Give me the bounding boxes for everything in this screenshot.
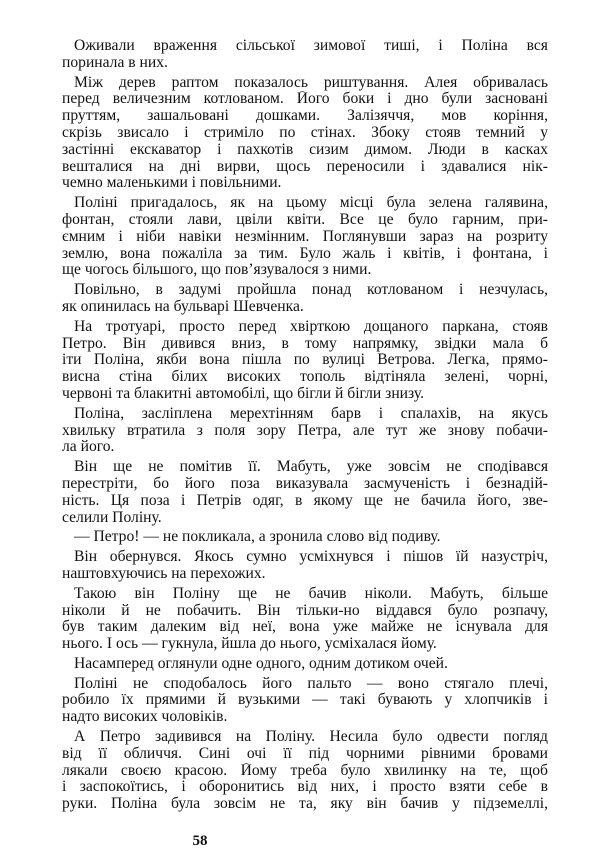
text-line: Насамперед оглянули одне одного, одним дотиком очей. bbox=[74, 655, 448, 672]
text-line: іти Поліна, якби вона пішла по вулиці Ветрова. Легка, прямо- bbox=[62, 352, 548, 369]
text-line: селили Поліну. bbox=[62, 509, 162, 526]
text-line: вешталися на дні вирви, щось переносили і здавалися нік- bbox=[62, 158, 548, 175]
paragraph bbox=[62, 406, 548, 456]
text-line: Оживали враження сільської зимової тиші, і Поліна вся bbox=[74, 38, 548, 54]
paragraph bbox=[62, 586, 548, 653]
text-line: Поліні пригадалось, як на цьому місці була зелена галявина, bbox=[74, 195, 548, 212]
text-line: застінні екскаватор і пахкотів сизим димом. Люди в касках bbox=[62, 141, 548, 158]
text-line: був таким далеким від неї, вона уже майже не існувала для bbox=[62, 619, 548, 636]
text-line: скрізь звисало і стриміло по стінах. Збоку стояв темний у bbox=[62, 124, 548, 141]
text-line: лякали своєю красою. Йому треба було хвилинку на те, щоб bbox=[62, 762, 548, 779]
paragraph bbox=[62, 195, 548, 279]
text-line: Він ще не помітив її. Мабуть, уже зовсім не сподівався bbox=[74, 459, 548, 476]
text-line: Повільно, в задумі пройшла понад котлованом і незчулась, bbox=[74, 282, 548, 299]
paragraph bbox=[62, 319, 548, 403]
text-line: червоні та блакитні автомобілі, що бігли й бігли знизу. bbox=[62, 385, 424, 402]
text-line: від її обличчя. Сині очі її під чорними рівними бровами bbox=[62, 745, 548, 762]
text-line: ще чогось більшого, що пов’язувалося з ними. bbox=[62, 262, 372, 279]
text-line: Поліні не сподобалось його пальто — воно стягало плечі, bbox=[74, 675, 548, 692]
paragraph bbox=[62, 676, 548, 726]
text-line: — Петро! — не покликала, а зронила слово від подиву. bbox=[74, 529, 441, 546]
text-line: Поліна, засліплена мерехтінням барв і спалахів, на якусь bbox=[74, 405, 548, 422]
text-line: хвильку втратила з поля зору Петра, але тут же знову побачи- bbox=[62, 422, 548, 439]
text-line: перестріти, бо його поза виказувала засмученість і безнадій- bbox=[62, 475, 548, 492]
text-line: руки. Поліна була зовсім не та, яку він бачив у підземеллі, bbox=[62, 796, 548, 813]
text-line: робило їх прямими й вузькими — такі бувають у хлопчиків і bbox=[62, 692, 548, 709]
page-body-text bbox=[62, 38, 548, 816]
text-line: ність. Ця поза і Петрів одяг, в якому ще не бачила його, зве- bbox=[62, 492, 548, 509]
text-line: ніколи й не побачить. Він тільки-но віддався було розпачу, bbox=[62, 602, 548, 619]
paragraph bbox=[62, 459, 548, 526]
paragraph bbox=[62, 529, 548, 546]
text-line: Між дерев раптом показалось риштування. Алея обривалась bbox=[74, 74, 548, 91]
text-line: перед величезним котлованом. Його боки і дно були засновані bbox=[62, 91, 548, 108]
text-line: фонтан, стояли лави, цвіли квіти. Все це було гарним, при- bbox=[62, 211, 548, 228]
text-line: А Петро задивився на Поліну. Несила було одвести погляд bbox=[74, 729, 548, 746]
text-line: Такою він Поліну ще не бачив ніколи. Мабуть, більше bbox=[74, 585, 548, 602]
text-line: наштовхуючись на перехожих. bbox=[62, 565, 266, 582]
text-line: і заспокоїтись, і оборонитись від них, і просто взяти себе в bbox=[62, 779, 548, 796]
text-line: висна стіна білих високих тополь відтіняла зелені, чорні, bbox=[62, 369, 548, 386]
paragraph bbox=[62, 729, 548, 813]
paragraph bbox=[62, 282, 548, 316]
paragraph bbox=[62, 549, 548, 583]
text-line: чемно маленькими і повільними. bbox=[62, 175, 282, 192]
text-line: надто високих чоловіків. bbox=[62, 709, 228, 726]
page-number: 58 bbox=[192, 833, 208, 849]
text-line: поринала в них. bbox=[62, 54, 168, 71]
text-line: землю, вона пожаліла за тим. Було жаль і квітів, і фонтана, і bbox=[62, 245, 548, 262]
text-line: пруттям, зашальовані дошками. Залізяччя, мов коріння, bbox=[62, 108, 548, 125]
paragraph bbox=[62, 38, 548, 72]
text-line: нього. І ось — гукнула, йшла до нього, усміхалася йому. bbox=[62, 636, 437, 653]
text-line: На тротуарі, просто перед хвірткою дощаного паркана, стояв bbox=[74, 318, 548, 335]
text-line: як опинилась на бульварі Шевченка. bbox=[62, 298, 304, 315]
text-line: Він обернувся. Якось сумно усміхнувся і пішов їй назустріч, bbox=[74, 549, 548, 566]
text-line: ємним і ніби навіки незмінним. Поглянувши зараз на розриту bbox=[62, 228, 548, 245]
text-line: Петро. Він дивився вниз, в тому напрямку, звідки мала б bbox=[62, 335, 548, 352]
text-line: ла його. bbox=[62, 439, 115, 456]
paragraph bbox=[62, 656, 548, 673]
paragraph bbox=[62, 75, 548, 193]
